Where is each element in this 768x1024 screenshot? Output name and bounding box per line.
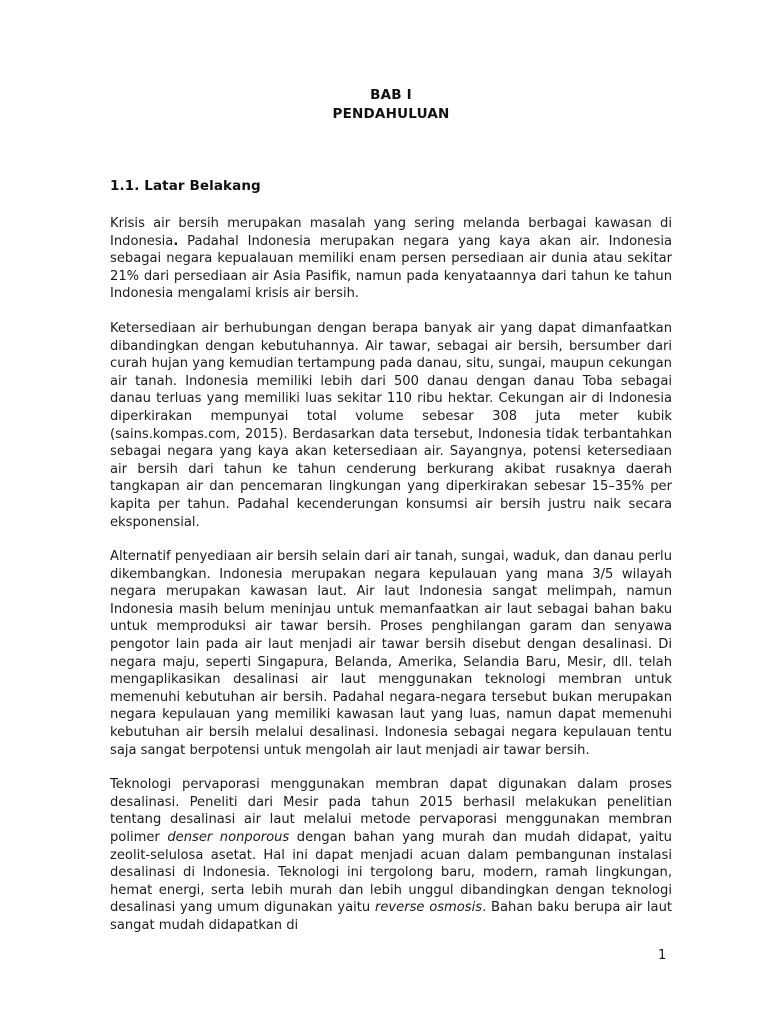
paragraph-1-bold-period: .: [173, 233, 179, 249]
paragraph-2: Ketersediaan air berhubungan dengan berapa banyak air yang dapat dimanfaatkan dibandingkan dengan kebutuhannya. Air tawar, sebagai air bersih, bersumber dari curah hujan yang kemudian tertampung pada danau, situ, sungai, maupun cekungan air tanah. Indonesia memiliki lebih dari 500 danau dengan danau Toba sebagai danau terluas yang memiliki luas sekitar 110 ribu hektar. Cekungan air di Indonesia diperkirakan mempunyai total volume sebesar 308 juta meter kubik (sains.kompas.com, 2015). Berdasarkan data tersebut, Indonesia tidak terbantahkan sebagai negara yang kaya akan ketersediaan air. Sayangnya, potensi ketersediaan air bersih dari tahun ke tahun cenderung berkurang akibat rusaknya daerah tangkapan air dan pencemaran lingkungan yang diperkirakan sebesar 15–35% per kapita per tahun. Padahal kecenderungan konsumsi air bersih justru naik secara eksponensial.: [110, 320, 672, 530]
chapter-title-line-1: BAB I: [370, 87, 412, 103]
section-heading-latar-belakang: 1.1. Latar Belakang: [110, 178, 261, 194]
paragraph-1-text-a: Krisis air bersih merupakan masalah yang sering melanda berbagai kawasan di Indonesia: [110, 216, 672, 249]
chapter-title-line-2: PENDAHULUAN: [332, 106, 450, 122]
paragraph-4-italic-denser-nonporous: denser nonporous: [167, 830, 290, 845]
paragraph-4-text-c: . Bahan baku berupa air laut sangat mudah didapatkan di: [110, 900, 672, 933]
paragraph-4: [110, 759, 672, 934]
paragraph-1: [110, 195, 672, 303]
paragraph-1-text-b: Padahal Indonesia merupakan negara yang kaya akan air. Indonesia sebagai negara kepualauan memiliki enam persen persediaan air dunia atau sekitar 21% dari persediaan air Asia Pasifik, namun pada kenyataannya dari tahun ke tahun Indonesia mengalami krisis air bersih.: [110, 233, 672, 302]
chapter-title: [110, 86, 672, 124]
paragraph-4-text-b: dengan bahan yang murah dan mudah didapat, yaitu zeolit-selulosa asetat. Hal ini dapat menjadi acuan dalam pembangunan instalasi desalinasi di Indonesia. Teknologi ini tergolong baru, modern, ramah lingkungan, hemat energi, serta lebih murah dan lebih unggul dibandingkan dengan teknologi desalinasi yang umum digunakan yaitu: [110, 830, 672, 916]
paragraph-3: Alternatif penyediaan air bersih selain dari air tanah, sungai, waduk, dan danau perlu dikembangkan. Indonesia merupakan negara kepulauan yang mana 3/5 wilayah negara merupakan kawasan laut. Air laut Indonesia sangat melimpah, namun Indonesia masih belum meninjau untuk memanfaatkan air laut sebagai bahan baku untuk memproduksi air tawar bersih. Proses penghilangan garam dan senyawa pengotor lain pada air laut menjadi air tawar bersih disebut dengan desalinasi. Di negara maju, seperti Singapura, Belanda, Amerika, Selandia Baru, Mesir, dll. telah mengaplikasikan desalinasi air laut menggunakan teknologi membran untuk memenuhi kebutuhan air bersih. Padahal negara-negara tersebut bukan merupakan negara kepulauan yang memiliki kawasan laut yang luas, namun dapat memenuhi kebutuhan air bersih melalui desalinasi. Indonesia sebagai negara kepulauan tentu saja sangat berpotensi untuk mengolah air laut menjadi air tawar bersih.: [110, 549, 672, 758]
paragraph-4-italic-reverse-osmosis: reverse osmosis: [374, 900, 483, 916]
page-number: 1: [658, 948, 667, 963]
document-body: [110, 86, 672, 935]
paragraph-4-text-a: Teknologi pervaporasi menggunakan membran dapat digunakan dalam proses desalinasi. Peneliti dari Mesir pada tahun 2015 berhasil melakukan penelitian tentang desalinasi air laut melalui metode pervaporasi menggunakan membran polimer: [110, 777, 672, 845]
